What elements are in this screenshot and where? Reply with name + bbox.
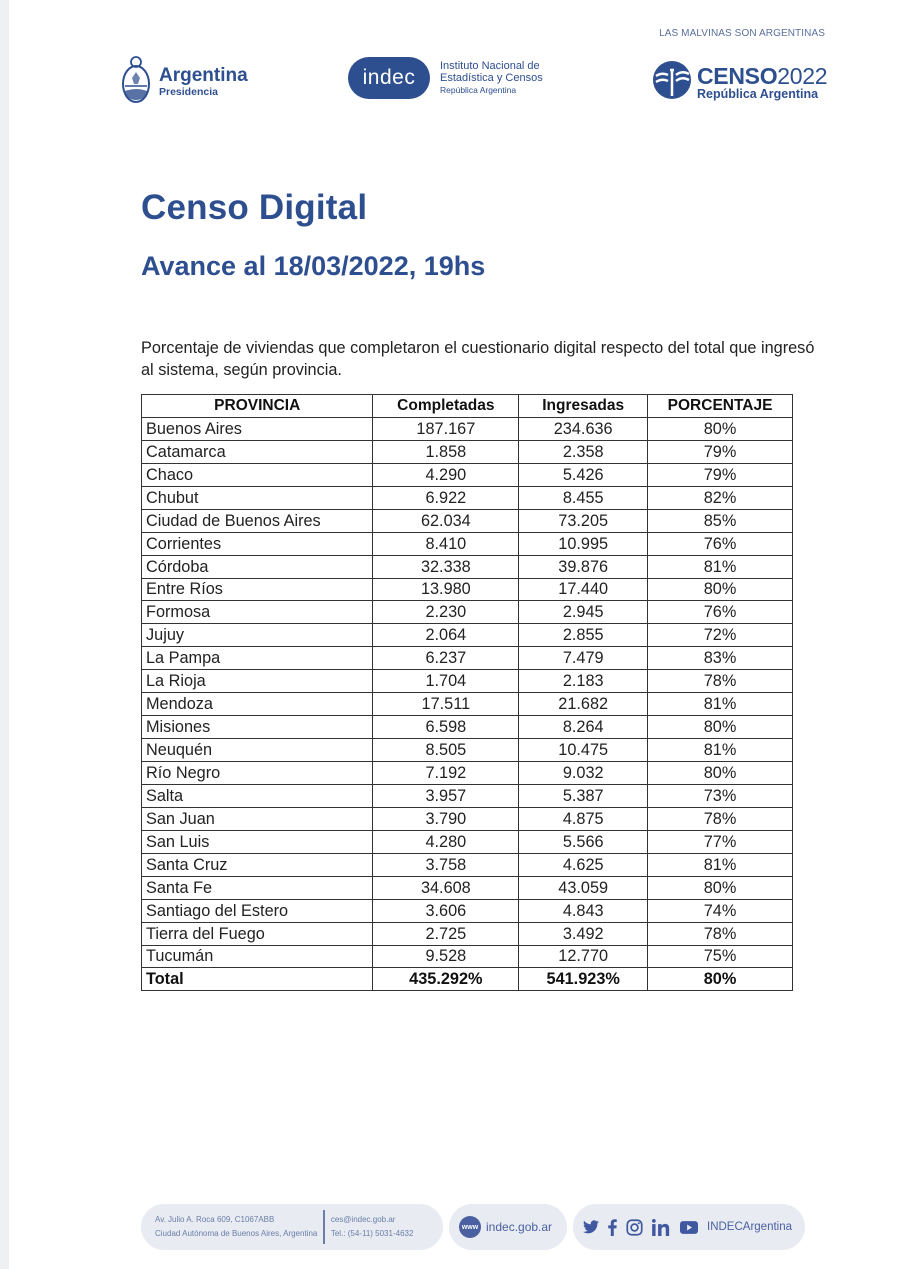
footer-divider bbox=[323, 1210, 325, 1244]
total-porcentaje: 80% bbox=[648, 968, 793, 991]
footer-email[interactable]: ces@indec.gob.ar bbox=[330, 1215, 396, 1224]
footer-website-pill[interactable] bbox=[449, 1204, 567, 1250]
cell-porcentaje: 81% bbox=[648, 853, 793, 876]
table-row bbox=[142, 876, 793, 899]
indec-line3: República Argentina bbox=[440, 85, 517, 95]
footer-phone: Tel.: (54-11) 5031-4632 bbox=[330, 1229, 414, 1238]
cell-provincia: Neuquén bbox=[142, 739, 373, 762]
cell-completadas: 3.790 bbox=[373, 807, 519, 830]
cell-completadas: 2.725 bbox=[373, 922, 519, 945]
cell-ingresadas: 2.358 bbox=[519, 440, 648, 463]
cell-porcentaje: 73% bbox=[648, 784, 793, 807]
cell-provincia: Río Negro bbox=[142, 762, 373, 785]
cell-porcentaje: 78% bbox=[648, 922, 793, 945]
cell-ingresadas: 9.032 bbox=[519, 762, 648, 785]
footer-contact-pill bbox=[141, 1204, 443, 1250]
censo-2022-logo bbox=[652, 60, 827, 105]
cell-ingresadas: 5.566 bbox=[519, 830, 648, 853]
cell-completadas: 6.237 bbox=[373, 647, 519, 670]
cell-completadas: 34.608 bbox=[373, 876, 519, 899]
table-row bbox=[142, 601, 793, 624]
footer-social-pill bbox=[573, 1204, 805, 1250]
censo-emblem-icon bbox=[652, 60, 692, 105]
cell-provincia: Catamarca bbox=[142, 440, 373, 463]
cell-ingresadas: 21.682 bbox=[519, 693, 648, 716]
cell-provincia: Santa Cruz bbox=[142, 853, 373, 876]
cell-completadas: 6.922 bbox=[373, 486, 519, 509]
cell-provincia: Entre Ríos bbox=[142, 578, 373, 601]
header-provincia: PROVINCIA bbox=[142, 395, 373, 418]
footer-address-line2: Ciudad Autónoma de Buenos Aires, Argentina bbox=[155, 1229, 318, 1238]
table-row bbox=[142, 532, 793, 555]
cell-provincia: Jujuy bbox=[142, 624, 373, 647]
cell-porcentaje: 80% bbox=[648, 762, 793, 785]
cell-provincia: Mendoza bbox=[142, 693, 373, 716]
cell-ingresadas: 12.770 bbox=[519, 945, 648, 968]
cell-ingresadas: 10.995 bbox=[519, 532, 648, 555]
page-edge bbox=[0, 0, 9, 1269]
cell-ingresadas: 234.636 bbox=[519, 417, 648, 440]
cell-ingresadas: 4.843 bbox=[519, 899, 648, 922]
cell-completadas: 1.858 bbox=[373, 440, 519, 463]
table-row bbox=[142, 647, 793, 670]
total-completadas: 435.292% bbox=[373, 968, 519, 991]
table-row bbox=[142, 440, 793, 463]
total-ingresadas: 541.923% bbox=[519, 968, 648, 991]
cell-provincia: Tierra del Fuego bbox=[142, 922, 373, 945]
cell-ingresadas: 3.492 bbox=[519, 922, 648, 945]
table-row bbox=[142, 762, 793, 785]
facebook-icon[interactable] bbox=[608, 1219, 617, 1236]
cell-ingresadas: 2.945 bbox=[519, 601, 648, 624]
cell-ingresadas: 8.264 bbox=[519, 716, 648, 739]
cell-ingresadas: 7.479 bbox=[519, 647, 648, 670]
cell-porcentaje: 80% bbox=[648, 716, 793, 739]
footer bbox=[141, 1204, 805, 1250]
cell-completadas: 4.290 bbox=[373, 463, 519, 486]
table-row bbox=[142, 853, 793, 876]
table-row bbox=[142, 463, 793, 486]
cell-ingresadas: 5.426 bbox=[519, 463, 648, 486]
cell-provincia: La Pampa bbox=[142, 647, 373, 670]
cell-provincia: Córdoba bbox=[142, 555, 373, 578]
page-title: Censo Digital bbox=[141, 188, 368, 227]
coat-of-arms-icon bbox=[120, 54, 152, 111]
cell-porcentaje: 79% bbox=[648, 463, 793, 486]
cell-ingresadas: 10.475 bbox=[519, 739, 648, 762]
cell-provincia: Chaco bbox=[142, 463, 373, 486]
cell-completadas: 2.064 bbox=[373, 624, 519, 647]
argentina-logo-title: Argentina bbox=[159, 65, 248, 86]
cell-completadas: 7.192 bbox=[373, 762, 519, 785]
cell-provincia: San Juan bbox=[142, 807, 373, 830]
cell-porcentaje: 78% bbox=[648, 670, 793, 693]
table-row bbox=[142, 807, 793, 830]
youtube-icon[interactable] bbox=[680, 1221, 698, 1234]
cell-ingresadas: 4.875 bbox=[519, 807, 648, 830]
indec-line1: Instituto Nacional de bbox=[440, 60, 540, 72]
cell-completadas: 62.034 bbox=[373, 509, 519, 532]
linkedin-icon[interactable] bbox=[652, 1219, 671, 1236]
cell-porcentaje: 80% bbox=[648, 876, 793, 899]
cell-provincia: Tucumán bbox=[142, 945, 373, 968]
header-porcentaje: PORCENTAJE bbox=[648, 395, 793, 418]
censo-logo-title: CENSO2022 bbox=[697, 62, 828, 89]
table-row bbox=[142, 899, 793, 922]
instagram-icon[interactable] bbox=[626, 1219, 643, 1236]
cell-provincia: Salta bbox=[142, 784, 373, 807]
table-row bbox=[142, 486, 793, 509]
globe-www-icon: www bbox=[459, 1216, 481, 1238]
cell-completadas: 2.230 bbox=[373, 601, 519, 624]
censo-logo-subtitle: República Argentina bbox=[697, 86, 819, 101]
cell-porcentaje: 76% bbox=[648, 532, 793, 555]
table-row bbox=[142, 624, 793, 647]
province-progress-table bbox=[141, 394, 793, 991]
cell-provincia: Corrientes bbox=[142, 532, 373, 555]
cell-completadas: 17.511 bbox=[373, 693, 519, 716]
cell-ingresadas: 39.876 bbox=[519, 555, 648, 578]
table-row bbox=[142, 784, 793, 807]
table-row bbox=[142, 509, 793, 532]
cell-porcentaje: 76% bbox=[648, 601, 793, 624]
cell-porcentaje: 81% bbox=[648, 693, 793, 716]
indec-line2: Estadística y Censos bbox=[440, 72, 543, 84]
table-row bbox=[142, 739, 793, 762]
footer-website-link[interactable]: indec.gob.ar bbox=[486, 1220, 553, 1234]
cell-porcentaje: 79% bbox=[648, 440, 793, 463]
table-row bbox=[142, 417, 793, 440]
cell-porcentaje: 74% bbox=[648, 899, 793, 922]
cell-provincia: Ciudad de Buenos Aires bbox=[142, 509, 373, 532]
cell-provincia: Santiago del Estero bbox=[142, 899, 373, 922]
cell-completadas: 32.338 bbox=[373, 555, 519, 578]
argentina-logo-subtitle: Presidencia bbox=[159, 86, 218, 98]
table-row bbox=[142, 578, 793, 601]
table-row bbox=[142, 555, 793, 578]
table-row bbox=[142, 693, 793, 716]
cell-provincia: La Rioja bbox=[142, 670, 373, 693]
table-total-row bbox=[142, 968, 793, 991]
cell-completadas: 8.410 bbox=[373, 532, 519, 555]
table-row bbox=[142, 945, 793, 968]
malvinas-tagline: LAS MALVINAS SON ARGENTINAS bbox=[659, 28, 825, 39]
cell-ingresadas: 8.455 bbox=[519, 486, 648, 509]
cell-ingresadas: 43.059 bbox=[519, 876, 648, 899]
cell-completadas: 13.980 bbox=[373, 578, 519, 601]
cell-porcentaje: 75% bbox=[648, 945, 793, 968]
cell-ingresadas: 17.440 bbox=[519, 578, 648, 601]
cell-completadas: 8.505 bbox=[373, 739, 519, 762]
cell-provincia: Chubut bbox=[142, 486, 373, 509]
cell-completadas: 9.528 bbox=[373, 945, 519, 968]
cell-porcentaje: 77% bbox=[648, 830, 793, 853]
cell-completadas: 4.280 bbox=[373, 830, 519, 853]
cell-provincia: Formosa bbox=[142, 601, 373, 624]
footer-social-handle[interactable]: INDECArgentina bbox=[707, 1221, 793, 1233]
indec-logo bbox=[348, 57, 543, 99]
cell-completadas: 3.758 bbox=[373, 853, 519, 876]
header-completadas: Completadas bbox=[373, 395, 519, 418]
cell-ingresadas: 4.625 bbox=[519, 853, 648, 876]
cell-completadas: 3.606 bbox=[373, 899, 519, 922]
cell-ingresadas: 2.855 bbox=[519, 624, 648, 647]
table-row bbox=[142, 716, 793, 739]
cell-porcentaje: 72% bbox=[648, 624, 793, 647]
argentina-presidencia-logo bbox=[120, 54, 248, 111]
cell-provincia: Buenos Aires bbox=[142, 417, 373, 440]
cell-ingresadas: 73.205 bbox=[519, 509, 648, 532]
table-row bbox=[142, 922, 793, 945]
table-description: Porcentaje de viviendas que completaron el cuestionario digital respecto del total que ingresó al sistema, según provincia. bbox=[141, 339, 815, 379]
cell-provincia: Santa Fe bbox=[142, 876, 373, 899]
table-header-row bbox=[142, 395, 793, 418]
table-row bbox=[142, 830, 793, 853]
cell-completadas: 6.598 bbox=[373, 716, 519, 739]
indec-mark: indec bbox=[348, 57, 430, 99]
cell-porcentaje: 81% bbox=[648, 555, 793, 578]
cell-completadas: 1.704 bbox=[373, 670, 519, 693]
cell-ingresadas: 5.387 bbox=[519, 784, 648, 807]
table-row bbox=[142, 670, 793, 693]
cell-provincia: San Luis bbox=[142, 830, 373, 853]
page-subtitle: Avance al 18/03/2022, 19hs bbox=[141, 251, 486, 281]
cell-provincia: Misiones bbox=[142, 716, 373, 739]
cell-ingresadas: 2.183 bbox=[519, 670, 648, 693]
header-ingresadas: Ingresadas bbox=[519, 395, 648, 418]
total-label: Total bbox=[142, 968, 373, 991]
cell-porcentaje: 85% bbox=[648, 509, 793, 532]
cell-porcentaje: 83% bbox=[648, 647, 793, 670]
cell-porcentaje: 80% bbox=[648, 578, 793, 601]
cell-porcentaje: 80% bbox=[648, 417, 793, 440]
cell-porcentaje: 78% bbox=[648, 807, 793, 830]
cell-completadas: 3.957 bbox=[373, 784, 519, 807]
twitter-icon[interactable] bbox=[583, 1220, 599, 1234]
cell-completadas: 187.167 bbox=[373, 417, 519, 440]
cell-porcentaje: 81% bbox=[648, 739, 793, 762]
cell-porcentaje: 82% bbox=[648, 486, 793, 509]
footer-address-line1: Av. Julio A. Roca 609, C1067ABB bbox=[155, 1215, 275, 1224]
